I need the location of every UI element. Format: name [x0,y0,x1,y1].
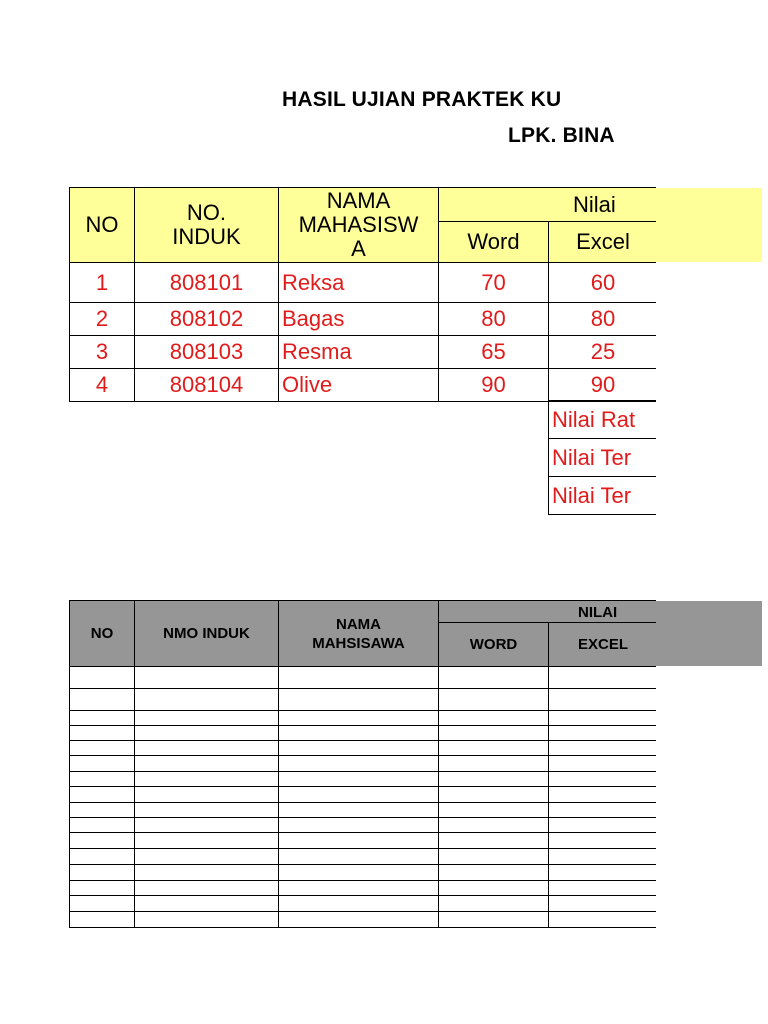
table1-cell-word: 70 [438,262,549,303]
table2-empty-cell [278,802,439,818]
table1-cell-excel: 90 [548,368,656,402]
table2-empty-cell [134,755,279,772]
table2-empty-cell [548,740,656,756]
table2-empty-cell [278,771,439,787]
table1-cell-word: 80 [438,302,549,336]
table1-cell-excel: 60 [548,262,656,303]
table2-empty-cell [278,880,439,896]
table1-header-nama: NAMA MAHASISW A [278,187,439,263]
table2-empty-cell [134,740,279,756]
table2-empty-cell [438,880,549,896]
table2-empty-cell [438,817,549,833]
table2-empty-cell [278,832,439,849]
table1-cell-excel: 25 [548,335,656,369]
table2-empty-cell [438,771,549,787]
table2-empty-cell [278,864,439,881]
table1-cell-word: 65 [438,335,549,369]
table2-empty-cell [278,725,439,741]
table2-empty-cell [548,666,656,689]
table2-empty-cell [438,710,549,726]
summary-highest: Nilai Ter [548,438,656,477]
table2-empty-cell [69,864,135,881]
table2-empty-cell [69,817,135,833]
table2-empty-cell [548,771,656,787]
table1-cell-nama: Reksa [278,262,439,303]
table2-empty-cell [69,688,135,711]
table2-empty-cell [438,740,549,756]
table2-empty-cell [438,755,549,772]
table2-empty-cell [438,786,549,803]
table2-empty-cell [278,740,439,756]
table1-cell-nama: Bagas [278,302,439,336]
table2-empty-cell [134,725,279,741]
table2-empty-cell [548,817,656,833]
report-title: HASIL UJIAN PRAKTEK KU [282,88,562,111]
table1-cell-induk: 808102 [134,302,279,336]
table2-empty-cell [134,880,279,896]
table2-empty-cell [134,832,279,849]
summary-average: Nilai Rat [548,400,656,439]
table1-cell-excel: 80 [548,302,656,336]
table2-empty-cell [548,786,656,803]
table2-empty-cell [134,688,279,711]
table2-empty-cell [134,848,279,865]
table2-empty-cell [134,786,279,803]
table2-empty-cell [134,911,279,928]
table1-cell-nama: Olive [278,368,439,402]
table2-empty-cell [134,802,279,818]
table2-empty-cell [69,710,135,726]
table1-header-nilai: Nilai [438,187,656,222]
table1-cell-induk: 808104 [134,368,279,402]
table2-empty-cell [69,911,135,928]
table1-cell-no: 4 [69,368,135,402]
table2-empty-cell [438,895,549,912]
table2-empty-cell [69,755,135,772]
table2-header-induk: NMO INDUK [134,600,279,667]
table2-empty-cell [69,725,135,741]
table2-empty-cell [278,755,439,772]
table2-empty-cell [69,666,135,689]
table2-empty-cell [134,710,279,726]
table2-empty-cell [438,848,549,865]
table2-empty-cell [548,802,656,818]
table2-empty-cell [278,911,439,928]
table1-header-induk: NO. INDUK [134,187,279,263]
table2-empty-cell [438,725,549,741]
table1-cell-induk: 808103 [134,335,279,369]
table2-empty-cell [548,864,656,881]
table2-header-no: NO [69,600,135,667]
table2-empty-cell [548,688,656,711]
table1-cell-induk: 808101 [134,262,279,303]
table2-empty-cell [278,710,439,726]
table1-header-word: Word [438,221,549,263]
table2-empty-cell [548,880,656,896]
table2-empty-cell [69,740,135,756]
table2-empty-cell [438,832,549,849]
table1-header-no: NO [69,187,135,263]
table2-empty-cell [278,786,439,803]
table2-empty-cell [438,911,549,928]
table2-empty-cell [548,895,656,912]
table2-empty-cell [548,848,656,865]
table2-empty-cell [278,817,439,833]
table2-empty-cell [69,771,135,787]
table1-cell-nama: Resma [278,335,439,369]
table2-empty-cell [69,880,135,896]
table2-empty-cell [69,832,135,849]
table2-empty-cell [278,666,439,689]
table2-empty-cell [438,688,549,711]
table2-empty-cell [548,725,656,741]
table2-empty-cell [548,755,656,772]
table1-cell-no: 1 [69,262,135,303]
table2-header-nama: NAMA MAHSISAWA [278,600,439,667]
table1-header-excel: Excel [548,221,656,263]
report-subtitle: LPK. BINA [508,124,615,147]
table2-empty-cell [548,832,656,849]
table2-empty-cell [548,710,656,726]
table2-empty-cell [69,802,135,818]
table1-cell-no: 2 [69,302,135,336]
table2-header-word: WORD [438,622,549,667]
table2-empty-cell [548,911,656,928]
table2-empty-cell [134,771,279,787]
table2-empty-cell [438,864,549,881]
table2-empty-cell [278,895,439,912]
table2-empty-cell [69,786,135,803]
table2-header-nilai: NILAI [438,600,656,623]
table2-empty-cell [134,666,279,689]
table2-empty-cell [278,688,439,711]
table2-empty-cell [134,864,279,881]
table2-empty-cell [438,666,549,689]
table2-empty-cell [134,817,279,833]
table1-cell-no: 3 [69,335,135,369]
table2-empty-cell [278,848,439,865]
summary-lowest: Nilai Ter [548,476,656,515]
table1-cell-word: 90 [438,368,549,402]
table2-header-excel: EXCEL [548,622,656,667]
table2-empty-cell [134,895,279,912]
table2-empty-cell [438,802,549,818]
table2-empty-cell [69,848,135,865]
table2-empty-cell [69,895,135,912]
